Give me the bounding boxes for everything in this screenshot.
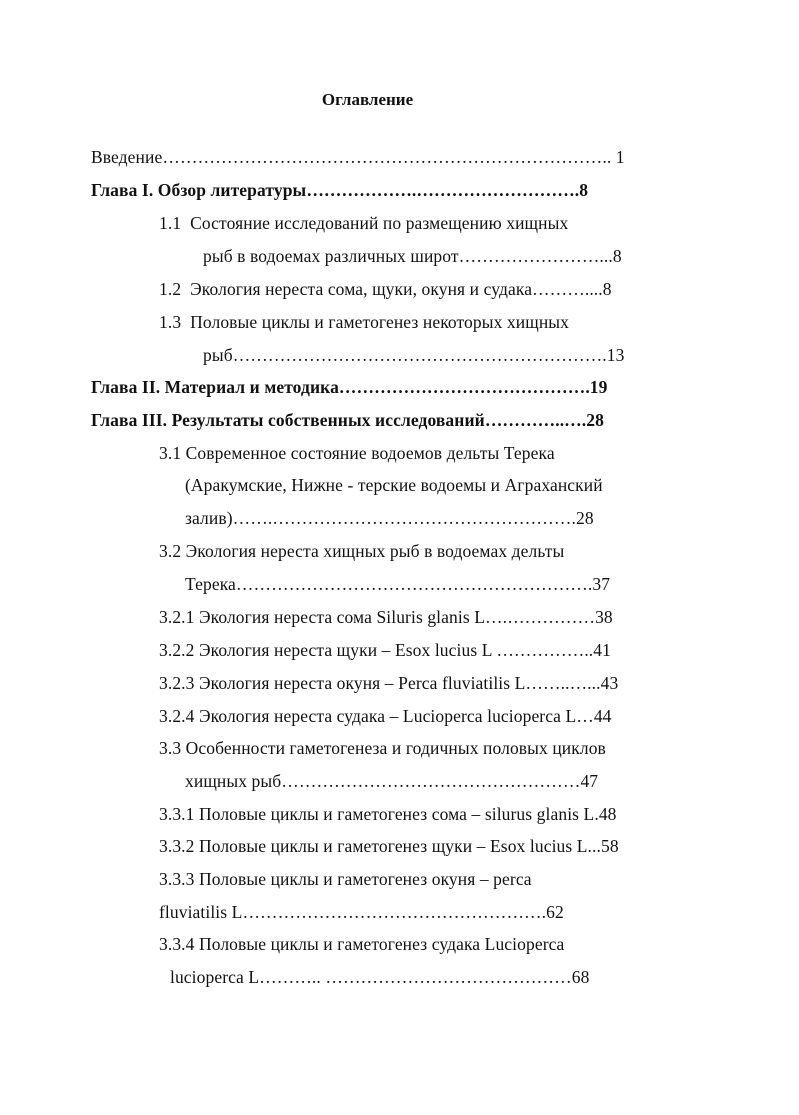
toc-entry-1-2: 1.2 Экология нереста сома, щуки, окуня и судака………....8 <box>159 279 612 299</box>
toc-entry-3-3-3: 3.3.3 Половые циклы и гаметогенез окуня – perca <box>159 869 532 889</box>
toc-entry-3-3-2: 3.3.2 Половые циклы и гаметогенез щуки – Esox lucius L...58 <box>159 836 619 856</box>
toc-entry-1-1: 1.1 Состояние исследований по размещению хищных <box>159 213 569 233</box>
toc-entry-3-1-continuation-a: (Аракумские, Нижне - терские водоемы и Аграханский <box>185 475 603 495</box>
toc-entry-chapter-1: Глава I. Обзор литературы……………….……………………….8 <box>91 180 589 200</box>
toc-entry-3-2-1: 3.2.1 Экология нереста сома Siluris glanis L….……………38 <box>159 607 613 627</box>
toc-entry-1-3-continuation: рыб……………………………………………………….13 <box>203 345 625 365</box>
toc-entry-3-3: 3.3 Особенности гаметогенеза и годичных половых циклов <box>159 738 606 758</box>
toc-entry-3-1-continuation-b: залив)…….…………………………………………….28 <box>185 508 594 528</box>
toc-entry-3-2-continuation: Терека…………………………………………………….37 <box>185 574 611 594</box>
toc-entry-1-3: 1.3 Половые циклы и гаметогенез некоторых хищных <box>159 312 569 332</box>
toc-entry-3-2-4: 3.2.4 Экология нереста судака – Lucioperca lucioperca L…44 <box>159 706 612 726</box>
toc-entry-3-3-1: 3.3.1 Половые циклы и гаметогенез сома – silurus glanis L.48 <box>159 804 617 824</box>
toc-entry-3-2-2: 3.2.2 Экология нереста щуки – Esox lucius L ……………..41 <box>159 640 611 660</box>
toc-entry-chapter-2: Глава II. Материал и методика…………………………………….19 <box>91 377 608 397</box>
toc-entry-3-3-4-continuation: lucioperca L……….. ……………………………………68 <box>170 967 590 987</box>
toc-entry-introduction: Введение………………………………………………………………….. 1 <box>91 147 625 167</box>
toc-entry-3-3-4: 3.3.4 Половые циклы и гаметогенез судака Lucioperca <box>159 934 565 954</box>
toc-entry-chapter-3: Глава III. Результаты собственных исследований…………..….28 <box>91 410 604 430</box>
toc-entry-3-3-continuation: хищных рыб……………………………………………47 <box>185 771 599 791</box>
toc-entry-3-3-3-continuation: fluviatilis L…………………………………………….62 <box>159 902 564 922</box>
toc-entry-3-2-3: 3.2.3 Экология нереста окуня – Perca fluviatilis L……..…...43 <box>159 673 619 693</box>
toc-entry-3-1: 3.1 Современное состояние водоемов дельты Терека <box>159 443 555 463</box>
toc-entry-1-1-continuation: рыб в водоемах различных широт……………………...8 <box>203 246 622 266</box>
page-title: Оглавление <box>321 90 414 109</box>
toc-entry-3-2: 3.2 Экология нереста хищных рыб в водоемах дельты <box>159 541 565 561</box>
